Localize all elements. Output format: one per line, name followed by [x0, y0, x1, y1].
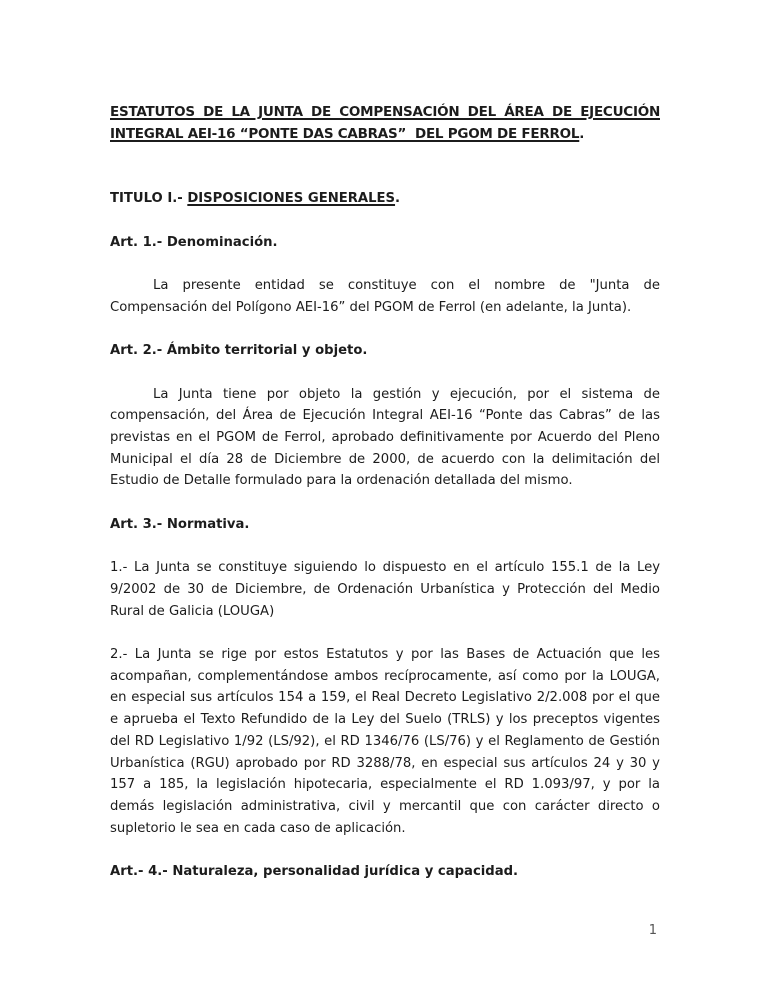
article-3-paragraph-1: 1.- La Junta se constituye siguiendo lo dispuesto en el artículo 155.1 de la Ley 9/2002 de 30 de Diciembre, de Ordenación Urbanística y Protección del Medio Rural de Galicia (LOUGA): [110, 560, 660, 619]
titulo-1-heading: [110, 188, 660, 210]
article-2-heading: Art. 2.- Ámbito territorial y objeto.: [110, 343, 368, 359]
document-title: [110, 101, 660, 145]
document-title-line-1: ESTATUTOS DE LA JUNTA DE COMPENSACIÓN DEL ÁREA DE EJECUCIÓN: [110, 104, 660, 120]
article-3-heading: Art. 3.- Normativa.: [110, 516, 250, 532]
article-4-heading: Art.- 4.- Naturaleza, personalidad jurídica y capacidad.: [110, 864, 519, 880]
titulo-1-period: .: [395, 191, 401, 207]
page-number: 1: [648, 923, 657, 938]
article-3-paragraph-2: 2.- La Junta se rige por estos Estatutos y por las Bases de Actuación que les acompañan, complementándose ambos recíprocamente, así como por la LOUGA, en especial sus artículos 154 a 159, el Real Decreto Legislativo 2/2.008 por el que e aprueba el Texto Refundido de la Ley del Suelo (TRLS) y los preceptos vigentes del RD Legislativo 1/92 (LS/92), el RD 1346/76 (LS/76) y el Reglamento de Gestión Urbanística (RGU) aprobado por RD 3288/78, en especial sus artículos 24 y 30 y 157 a 185, la legislación hipotecaria, especialmente el RD 1.093/97, y por la demás legislación administrativa, civil y mercantil que con carácter directo o supletorio le sea en cada caso de aplicación.: [110, 647, 660, 836]
titulo-1-prefix: TITULO I.-: [110, 191, 188, 207]
document-title-line-2-text: INTEGRAL AEI-16 “PONTE DAS CABRAS” DEL PGOM DE FERROL: [110, 126, 580, 142]
document-title-line-2-period: .: [579, 126, 585, 142]
titulo-1-underlined-text: DISPOSICIONES GENERALES: [187, 191, 396, 207]
article-1-paragraph-1: La presente entidad se constituye con el nombre de "Junta de Compensación del Polígono AEI-16” del PGOM de Ferrol (en adelante, la Junta).: [110, 278, 660, 315]
article-1-heading: Art. 1.- Denominación.: [110, 234, 278, 250]
document-title-line-2: [110, 123, 660, 145]
article-2-paragraph-1: La Junta tiene por objeto la gestión y ejecución, por el sistema de compensación, del Área de Ejecución Integral AEI-16 “Ponte das Cabras” de las previstas en el PGOM de Ferrol, aprobado definitivamente por Acuerdo del Pleno Municipal el día 28 de Diciembre de 2000, de acuerdo con la delimitación del Estudio de Detalle formulado para la ordenación detallada del mismo.: [110, 386, 660, 489]
